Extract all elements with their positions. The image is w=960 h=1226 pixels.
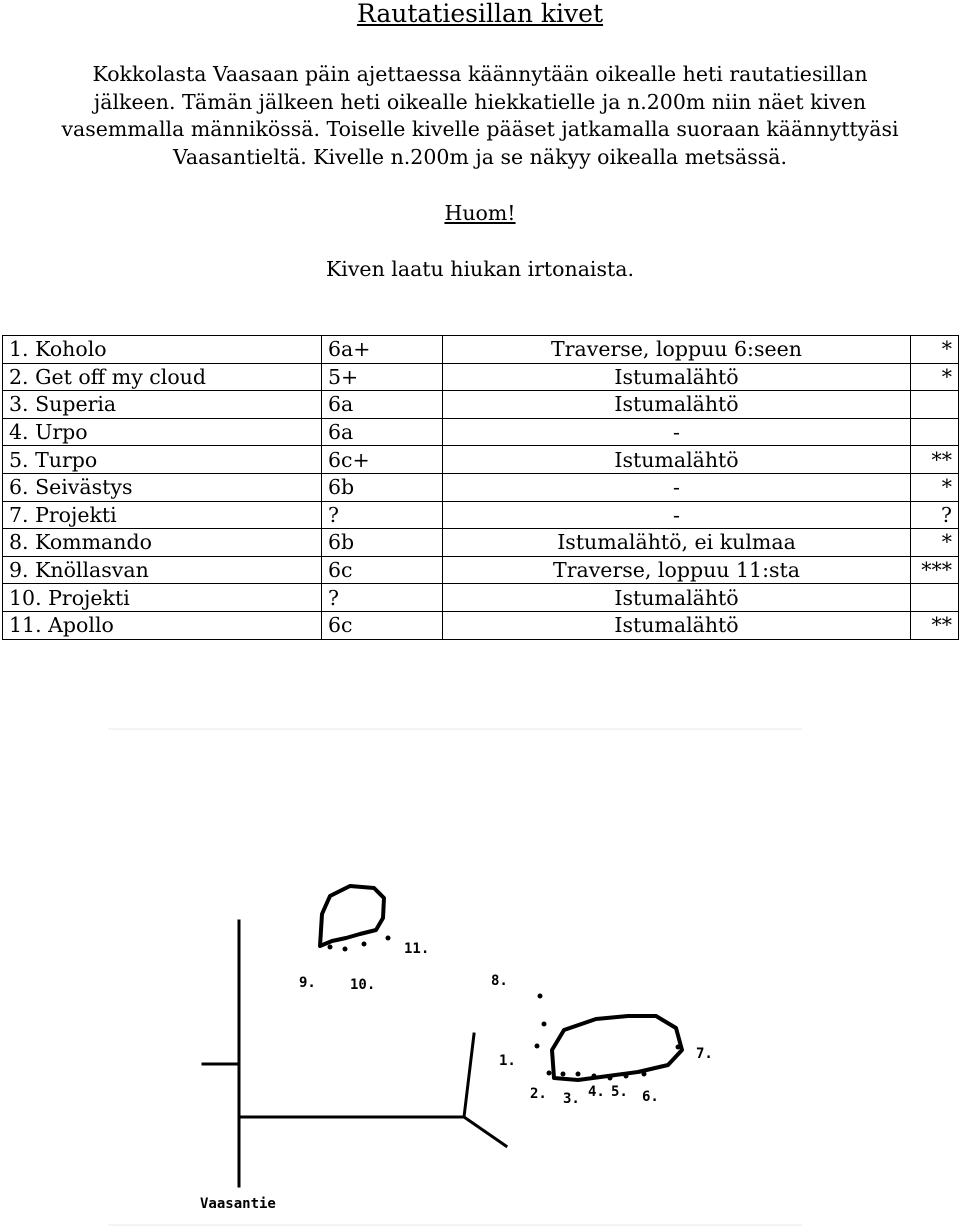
route-grade: 6c+ xyxy=(322,446,443,474)
route-grade: 6c xyxy=(322,556,443,584)
map-label-2: 2. xyxy=(530,1086,547,1102)
route-grade: 6c xyxy=(322,611,443,639)
route-marker xyxy=(608,1076,613,1081)
page-title: Rautatiesillan kivet xyxy=(356,0,604,28)
route-description: Istumalähtö xyxy=(443,391,911,419)
route-stars: ? xyxy=(911,501,959,529)
route-marker xyxy=(624,1074,629,1079)
route-grade: 6a+ xyxy=(322,336,443,364)
route-name: 4. Urpo xyxy=(3,418,322,446)
route-stars: * xyxy=(911,336,959,364)
table-row xyxy=(3,584,959,612)
routes-table xyxy=(2,335,959,640)
route-stars: *** xyxy=(911,556,959,584)
route-grade: 6a xyxy=(322,418,443,446)
route-name: 9. Knöllasvan xyxy=(3,556,322,584)
route-marker xyxy=(547,1071,552,1076)
map-label-9: 9. xyxy=(299,975,316,991)
route-description: Istumalähtö, ei kulmaa xyxy=(443,529,911,557)
route-grade: 6b xyxy=(322,529,443,557)
route-name: 3. Superia xyxy=(3,391,322,419)
route-grade: ? xyxy=(322,501,443,529)
table-row xyxy=(3,611,959,639)
route-grade: ? xyxy=(322,584,443,612)
map-label-8: 8. xyxy=(491,973,508,989)
map-label-10: 10. xyxy=(350,977,376,993)
route-name: 1. Koholo xyxy=(3,336,322,364)
route-grade: 6b xyxy=(322,473,443,501)
route-description: - xyxy=(443,418,911,446)
table-row xyxy=(3,391,959,419)
route-marker xyxy=(386,936,391,941)
boulder-lower xyxy=(552,1016,682,1080)
route-name: 5. Turpo xyxy=(3,446,322,474)
route-description: Traverse, loppuu 11:sta xyxy=(443,556,911,584)
route-stars: * xyxy=(911,529,959,557)
route-stars: * xyxy=(911,363,959,391)
route-marker xyxy=(676,1045,681,1050)
table-row xyxy=(3,473,959,501)
boulder-map xyxy=(108,728,802,1226)
route-description: Istumalähtö xyxy=(443,363,911,391)
route-description: Istumalähtö xyxy=(443,611,911,639)
route-marker xyxy=(576,1072,581,1077)
route-stars xyxy=(911,584,959,612)
route-description: Istumalähtö xyxy=(443,584,911,612)
route-description: Traverse, loppuu 6:seen xyxy=(443,336,911,364)
route-stars xyxy=(911,391,959,419)
route-marker xyxy=(343,947,348,952)
route-name: 8. Kommando xyxy=(3,529,322,557)
road-label: Vaasantie xyxy=(200,1196,276,1212)
note-label: Huom! xyxy=(444,201,516,225)
boulder-upper xyxy=(320,886,384,946)
route-marker xyxy=(592,1074,597,1079)
map-label-3: 3. xyxy=(563,1091,580,1107)
map-label-6: 6. xyxy=(642,1089,659,1105)
path-upper xyxy=(464,1034,474,1117)
route-grade: 5+ xyxy=(322,363,443,391)
route-name: 2. Get off my cloud xyxy=(3,363,322,391)
table-row xyxy=(3,529,959,557)
route-marker xyxy=(642,1072,647,1077)
route-name: 10. Projekti xyxy=(3,584,322,612)
route-marker xyxy=(328,945,333,950)
directions-text: Kokkolasta Vaasaan päin ajettaessa käännytään oikealle heti rautatiesillan jälkeen. Tämän jälkeen heti oikealle hiekkatielle ja n.200m niin näet kiven vasemmalla männikössä. Toiselle kivelle pääset jatkamalla suoraan käännyttyäsi Vaasantieltä. Kivelle n.200m ja se näkyy oikealla metsässä. xyxy=(61,62,899,169)
map-label-11: 11. xyxy=(404,941,430,957)
map-label-1: 1. xyxy=(499,1053,516,1069)
table-row xyxy=(3,556,959,584)
route-stars xyxy=(911,418,959,446)
route-marker xyxy=(538,994,543,999)
route-stars: * xyxy=(911,473,959,501)
path-lower xyxy=(464,1117,506,1146)
note-text: Kiven laatu hiukan irtonaista. xyxy=(325,257,634,281)
route-name: 11. Apollo xyxy=(3,611,322,639)
route-name: 6. Seivästys xyxy=(3,473,322,501)
route-marker xyxy=(362,942,367,947)
route-marker xyxy=(561,1072,566,1077)
table-row xyxy=(3,501,959,529)
route-description: Istumalähtö xyxy=(443,446,911,474)
table-row xyxy=(3,446,959,474)
route-name: 7. Projekti xyxy=(3,501,322,529)
map-label-7: 7. xyxy=(696,1046,713,1062)
table-row xyxy=(3,363,959,391)
route-description: - xyxy=(443,473,911,501)
route-stars: ** xyxy=(911,446,959,474)
map-label-4: 4. xyxy=(588,1084,605,1100)
route-marker xyxy=(542,1022,547,1027)
table-row xyxy=(3,336,959,364)
route-stars: ** xyxy=(911,611,959,639)
route-marker xyxy=(535,1044,540,1049)
route-grade: 6a xyxy=(322,391,443,419)
table-row xyxy=(3,418,959,446)
route-description: - xyxy=(443,501,911,529)
map-label-5: 5. xyxy=(611,1084,628,1100)
